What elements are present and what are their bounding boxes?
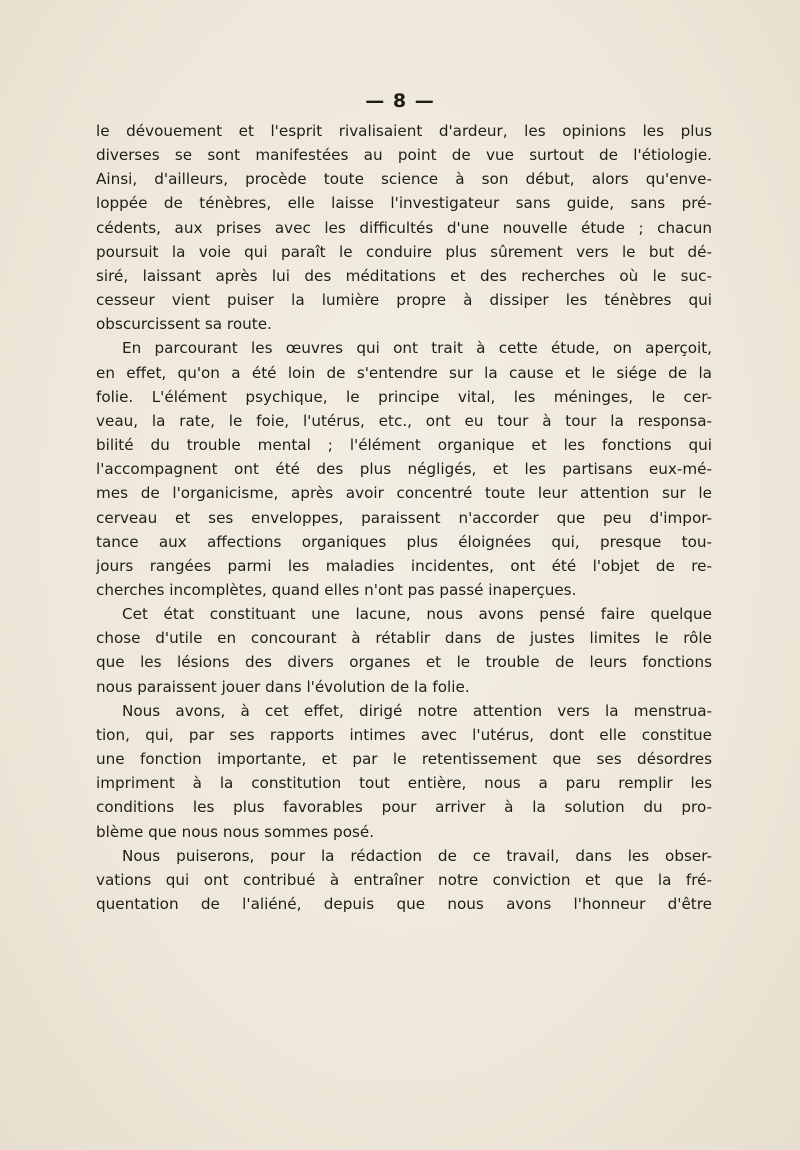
text-line: poursuit la voie qui paraît le conduire plus sûrement vers le but dé- [96,242,712,261]
text-line: Cet état constituant une lacune, nous avons pensé faire quelque [122,605,712,624]
text-line: le dévouement et l'esprit rivalisaient d'ardeur, les opinions les plus [96,122,712,140]
text-line: obscurcissent sa route. [96,315,272,334]
text-line: veau, la rate, le foie, l'utérus, etc., ont eu tour à tour la responsa- [96,411,712,430]
text-line: quentation de l'aliéné, depuis que nous avons l'honneur d'être [96,895,712,913]
text-line: impriment à la constitution tout entière, nous a paru remplir les [96,774,712,793]
text-line: cédents, aux prises avec les difficultés d'une nouvelle étude ; chacun [96,218,712,237]
text-line: En parcourant les œuvres qui ont trait à cette étude, on aperçoit, [122,339,712,358]
text-line: blème que nous nous sommes posé. [96,822,375,841]
text-line: en effet, qu'on a été loin de s'entendre sur la cause et le siége de la [96,363,712,382]
text-line: vations qui ont contribué à entraîner notre conviction et que la fré- [96,870,712,889]
text-line: une fonction importante, et par le retentissement que ses désordres [96,750,712,769]
text-line: Nous puiserons, pour la rédaction de ce travail, dans les obser- [122,846,712,865]
text-line: tance aux affections organiques plus éloignées qui, presque tou- [96,532,712,551]
body-text [96,119,712,916]
page-number: — 8 — [365,90,435,112]
text-line: cerveau et ses enveloppes, paraissent n'accorder que peu d'impor- [96,508,712,527]
text-line: que les lésions des divers organes et le trouble de leurs fonctions [96,653,712,672]
text-line: siré, laissant après lui des méditations et des recherches où le suc- [96,266,712,285]
text-line: folie. L'élément psychique, le principe vital, les méninges, le cer- [96,387,712,406]
text-line: jours rangées parmi les maladies incidentes, ont été l'objet de re- [96,556,712,575]
text-line: Nous avons, à cet effet, dirigé notre attention vers la menstrua- [122,701,712,720]
text-line: cesseur vient puiser la lumière propre à dissiper les ténèbres qui [96,291,712,310]
text-line: tion, qui, par ses rapports intimes avec l'utérus, dont elle constitue [96,725,712,744]
text-line: diverses se sont manifestées au point de vue surtout de l'étiologie. [96,146,712,165]
text-line: mes de l'organicisme, après avoir concentré toute leur attention sur le [96,484,712,503]
text-line: cherches incomplètes, quand elles n'ont pas passé inaperçues. [96,580,577,599]
text-line: loppée de ténèbres, elle laisse l'investigateur sans guide, sans pré- [96,194,712,213]
text-line: l'accompagnent ont été des plus négligés, et les partisans eux-mé- [96,460,712,479]
text-line: nous paraissent jouer dans l'évolution de la folie. [96,677,470,696]
text-line: Ainsi, d'ailleurs, procède toute science à son début, alors qu'enve- [96,170,712,189]
text-line: conditions les plus favorables pour arriver à la solution du pro- [96,798,712,817]
text-line: bilité du trouble mental ; l'élément organique et les fonctions qui [96,436,712,455]
text-line: chose d'utile en concourant à rétablir dans de justes limites le rôle [96,629,712,648]
